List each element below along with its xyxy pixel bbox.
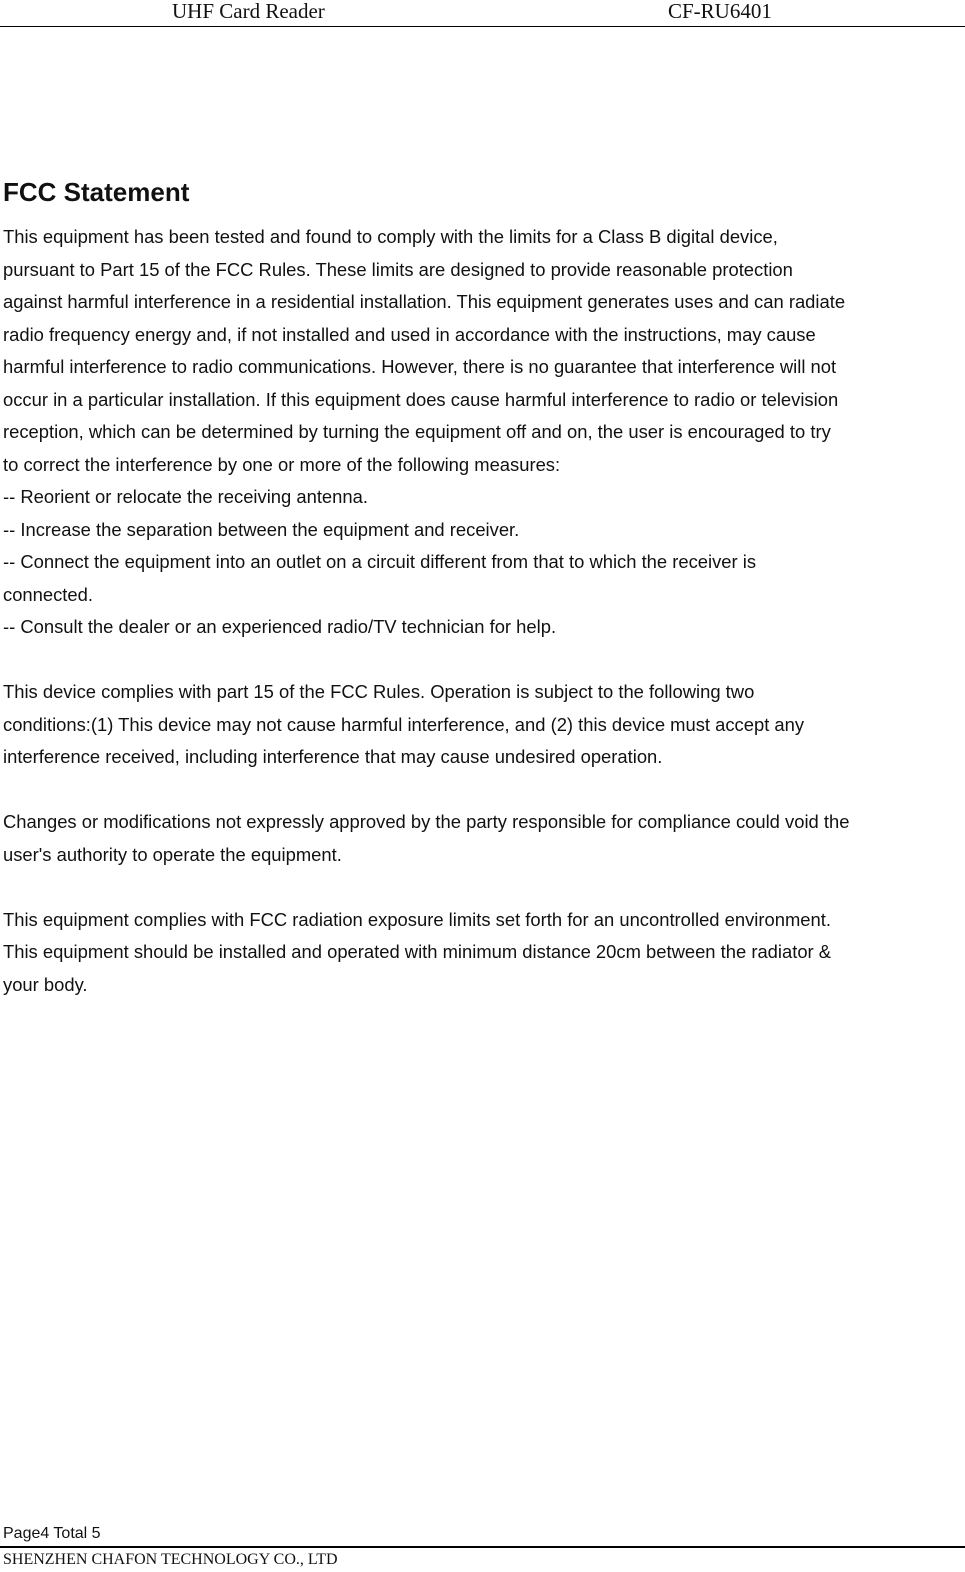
paragraph-spacer [3,871,963,904]
header-model-number: CF-RU6401 [668,0,772,23]
document-body [3,174,963,1001]
paragraph-line: user's authority to operate the equipment. [3,843,342,865]
paragraph-line: Changes or modifications not expressly approved by the party responsible for compliance could void the [3,811,850,832]
measure-item: connected. [3,583,93,605]
measure-item: -- Connect the equipment into an outlet on a circuit different from that to which the receiver is [3,551,757,572]
company-name: SHENZHEN CHAFON TECHNOLOGY CO., LTD [3,1551,338,1568]
paragraph-line: radio frequency energy and, if not installed and used in accordance with the instructions, may cause [3,323,816,345]
paragraph-line: This equipment has been tested and found to comply with the limits for a Class B digital device, [3,226,778,247]
paragraph-line: conditions:(1) This device may not cause harmful interference, and (2) this device must accept any [3,713,805,735]
paragraph-line: to correct the interference by one or more of the following measures: [3,453,561,475]
measure-item: -- Consult the dealer or an experienced radio/TV technician for help. [3,616,557,637]
paragraph-line: This device complies with part 15 of the FCC Rules. Operation is subject to the following two [3,681,755,702]
footer-divider [0,1546,965,1548]
section-title: FCC Statement [3,177,190,207]
paragraph-spacer [3,644,963,677]
measure-item: -- Increase the separation between the equipment and receiver. [3,518,520,540]
paragraph-line: occur in a particular installation. If this equipment does cause harmful interference to radio or television [3,388,839,410]
paragraph-line: your body. [3,973,88,995]
paragraph-line: This equipment complies with FCC radiation exposure limits set forth for an uncontrolled environment. [3,908,831,930]
header-product-name: UHF Card Reader [172,0,325,23]
page-header [0,0,965,27]
paragraph-line: against harmful interference in a residential installation. This equipment generates uses and can radiate [3,291,846,312]
paragraph-line: pursuant to Part 15 of the FCC Rules. These limits are designed to provide reasonable protection [3,258,793,280]
measure-item: -- Reorient or relocate the receiving antenna. [3,486,368,507]
page-number: Page4 Total 5 [3,1525,101,1542]
paragraph-line: interference received, including interference that may cause undesired operation. [3,746,663,767]
paragraph-spacer [3,774,963,807]
paragraph-line: reception, which can be determined by turning the equipment off and on, the user is encouraged to try [3,421,831,442]
paragraph-line: harmful interference to radio communications. However, there is no guarantee that interference will not [3,356,837,377]
paragraph-line: This equipment should be installed and operated with minimum distance 20cm between the radiator & [3,941,832,962]
